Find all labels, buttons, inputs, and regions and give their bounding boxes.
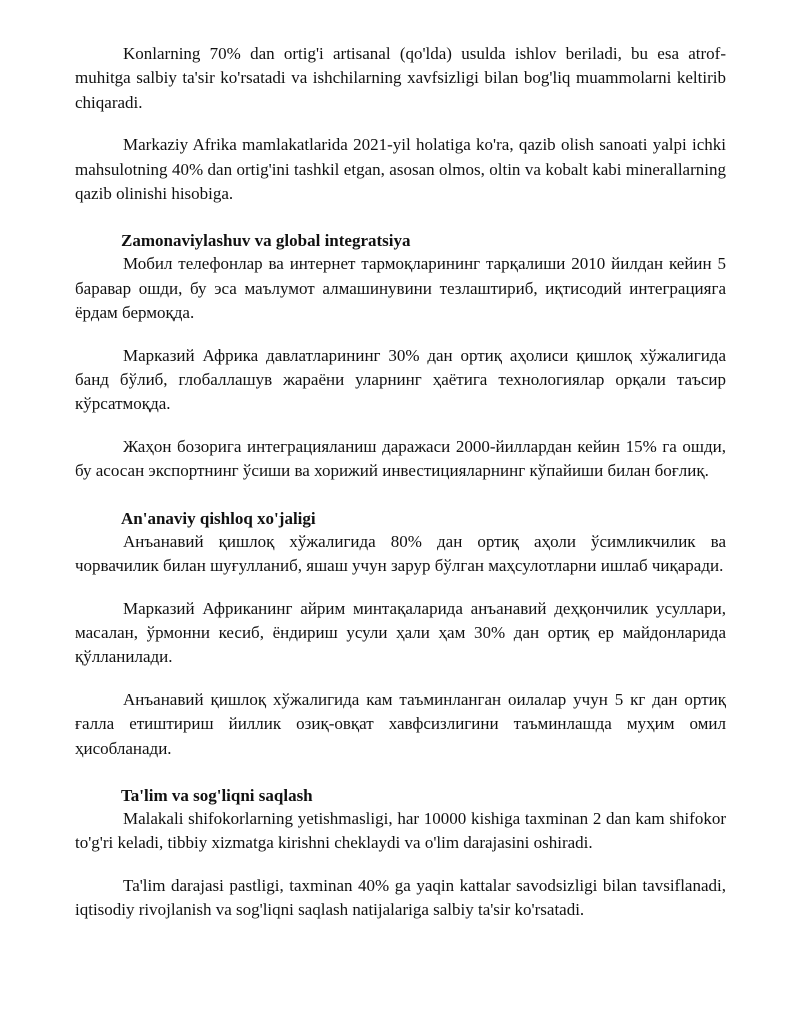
modernization-paragraph-3: Жаҳон бозорига интеграцияланиш даражаси 2000-йиллардан кейин 15% га ошди, бу асосан экспортнинг ўсиши ва хорижий инвестицияларнинг кўпайиши билан боғлиқ. — [75, 436, 726, 481]
section-heading-traditional-agriculture: An'anaviy qishloq xo'jaligi — [121, 508, 316, 528]
agriculture-paragraph-2: Марказий Африканинг айрим минтақаларида анъанавий деҳқончилик усуллари, масалан, ўрмонни кесиб, ёндириш усули ҳали ҳам 30% дан ортиқ ер майдонларида қўлланилади. — [75, 598, 726, 667]
intro-paragraph-2: Markaziy Afrika mamlakatlarida 2021-yil holatiga ko'ra, qazib olish sanoati yalpi ichki mahsulotning 40% dan ortig'ini tashkil etgan, asosan olmos, oltin va kobalt kabi minerallarning qazib olinishi hisobiga. — [75, 135, 726, 204]
education-paragraph-2: Ta'lim darajasi pastligi, taxminan 40% ga yaqin kattalar savodsizligi bilan tavsiflanadi, iqtisodiy rivojlanish va sog'liqni saqlash natijalariga salbiy ta'sir ko'rsatadi. — [75, 875, 726, 920]
agriculture-paragraph-3: Анъанавий қишлоқ хўжалигида кам таъминланган оилалар учун 5 кг дан ортиқ ғалла етиштириш йиллик озиқ-овқат хавфсизлигини таъминлашда муҳим омил ҳисобланади. — [75, 689, 726, 758]
intro-paragraph-1: Konlarning 70% dan ortig'i artisanal (qo'lda) usulda ishlov beriladi, bu esa atrof-muhitga salbiy ta'sir ko'rsatadi va ishchilarning xavfsizligi bilan bog'liq muammolarni keltirib chiqaradi. — [75, 44, 726, 112]
section-heading-modernization: Zamonaviylashuv va global integratsiya — [121, 231, 411, 251]
document-page — [75, 42, 726, 923]
agriculture-paragraph-1: Анъанавий қишлоқ хўжалигида 80% дан ортиқ аҳоли ўсимликчилик ва чорвачилик билан шуғулланиб, яшаш учун зарур бўлган маҳсулотларни ишлаб чиқаради. — [75, 531, 726, 576]
modernization-paragraph-1: Мобил телефонлар ва интернет тармоқларининг тарқалиши 2010 йилдан кейин 5 баравар ошди, бу эса маълумот алмашинувини тезлаштириб, иқтисодий интеграцияга ёрдам бермоқда. — [75, 254, 726, 323]
education-paragraph-1: Malakali shifokorlarning yetishmasligi, har 10000 kishiga taxminan 2 dan kam shifokor to'g'ri keladi, tibbiy xizmatga kirishni cheklaydi va o'lim darajasini oshiradi. — [75, 808, 726, 853]
section-heading-education-health: Ta'lim va sog'liqni saqlash — [121, 785, 313, 805]
modernization-paragraph-2: Марказий Африка давлатларининг 30% дан ортиқ аҳолиси қишлоқ хўжалигида банд бўлиб, глобаллашув жараёни уларнинг ҳаётига технологиялар орқали таъсир кўрсатмоқда. — [75, 345, 726, 414]
